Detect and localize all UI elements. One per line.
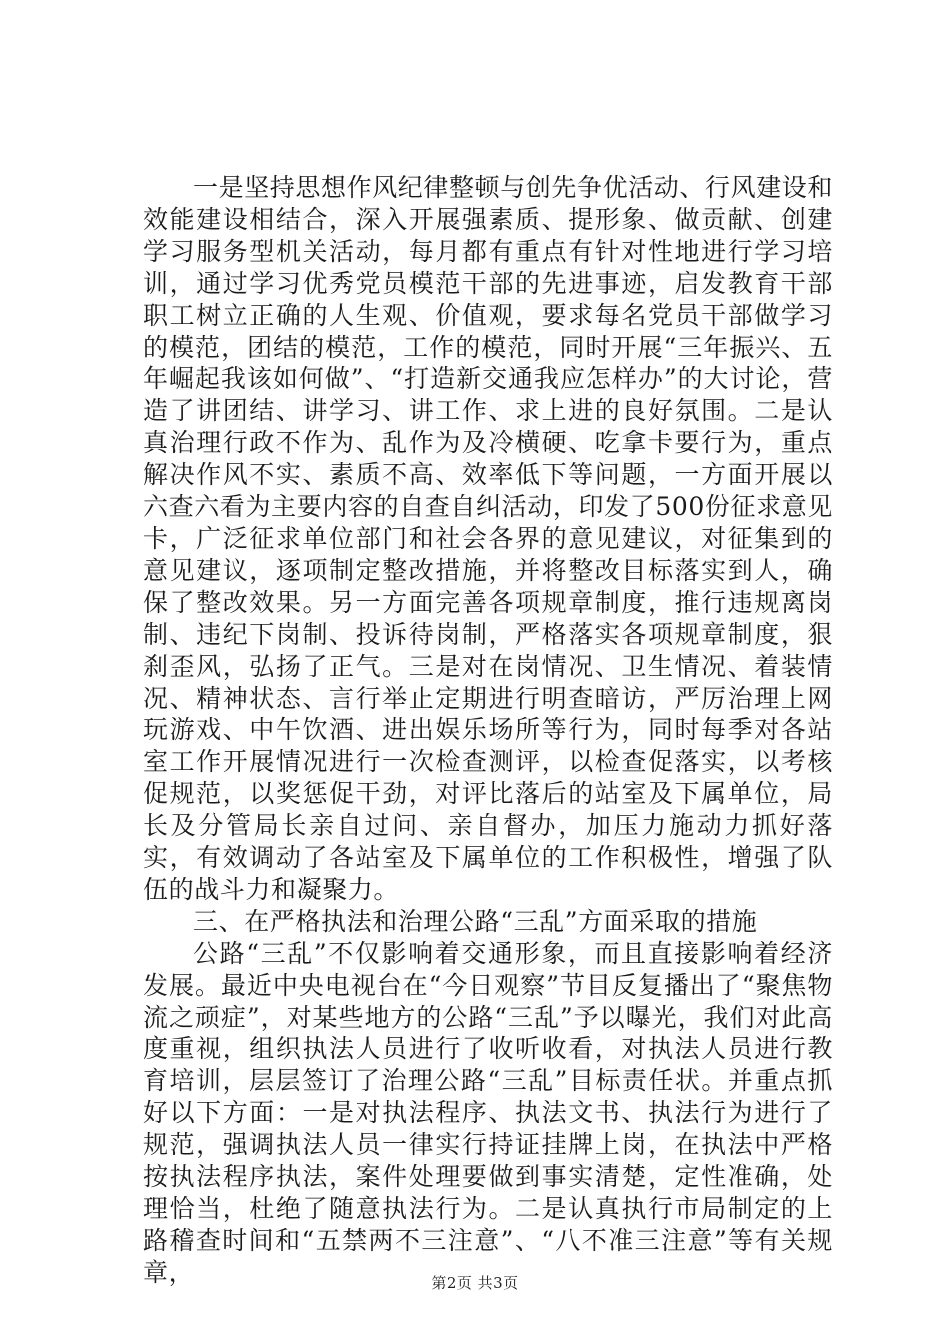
section-heading-law-enforcement: 三、在严格执法和治理公路“三乱”方面采取的措施 — [193, 906, 758, 936]
document-body — [143, 172, 833, 1289]
page-number-footer: 第2页 共3页 — [431, 1274, 519, 1292]
paragraph-road-three-disorders: 公路“三乱”不仅影响着交通形象，而且直接影响着经济发展。最近中央电视台在“今日观察”节目反复播出了“聚焦物流之顽症”，对某些地方的公路“三乱”予以曝光，我们对此高度重视，组织执法人员进行了收听收看，对执法人员进行教育培训，层层签订了治理公路“三乱”目标责任状。并重点抓好以下方面：一是对执法程序、执法文书、执法行为进行了规范，强调执法人员一律实行持证挂牌上岗，在执法中严格按执法程序执法，案件处理要做到事实清楚，定性准确，处理恰当，杜绝了随意执法行为。二是认真执行市局制定的上路稽查时间和“五禁两不三注意”、“八不准三注意”等有关规章， — [143, 938, 833, 1287]
paragraph-discipline-measures: 一是坚持思想作风纪律整顿与创先争优活动、行风建设和效能建设相结合，深入开展强素质、提形象、做贡献、创建学习服务型机关活动，每月都有重点有针对性地进行学习培训，通过学习优秀党员模范干部的先进事迹，启发教育干部职工树立正确的人生观、价值观，要求每名党员干部做学习的模范，团结的模范，工作的模范，同时开展“三年振兴、五年崛起我该如何做”、“打造新交通我应怎样办”的大讨论，营造了讲团结、讲学习、讲工作、求上进的良好氛围。二是认真治理行政不作为、乱作为及冷横硬、吃拿卡要行为，重点解决作风不实、素质不高、效率低下等问题，一方面开展以六查六看为主要内容的自查自纠活动，印发了500份征求意见卡，广泛征求单位部门和社会各界的意见建议，对征集到的意见建议，逐项制定整改措施，并将整改目标落实到人，确保了整改效果。另一方面完善各项规章制度，推行违规离岗制、违纪下岗制、投诉待岗制，严格落实各项规章制度，狠刹歪风，弘扬了正气。三是对在岗情况、卫生情况、着装情况、精神状态、言行举止定期进行明查暗访，严厉治理上网玩游戏、中午饮酒、进出娱乐场所等行为，同时每季对各站室工作开展情况进行一次检查测评，以检查促落实，以考核促规范，以奖惩促干劲，对评比落后的站室及下属单位，局长及分管局长亲自过问、亲自督办，加压力施动力抓好落实，有效调动了各站室及下属单位的工作积极性，增强了队伍的战斗力和凝聚力。 — [143, 173, 834, 904]
